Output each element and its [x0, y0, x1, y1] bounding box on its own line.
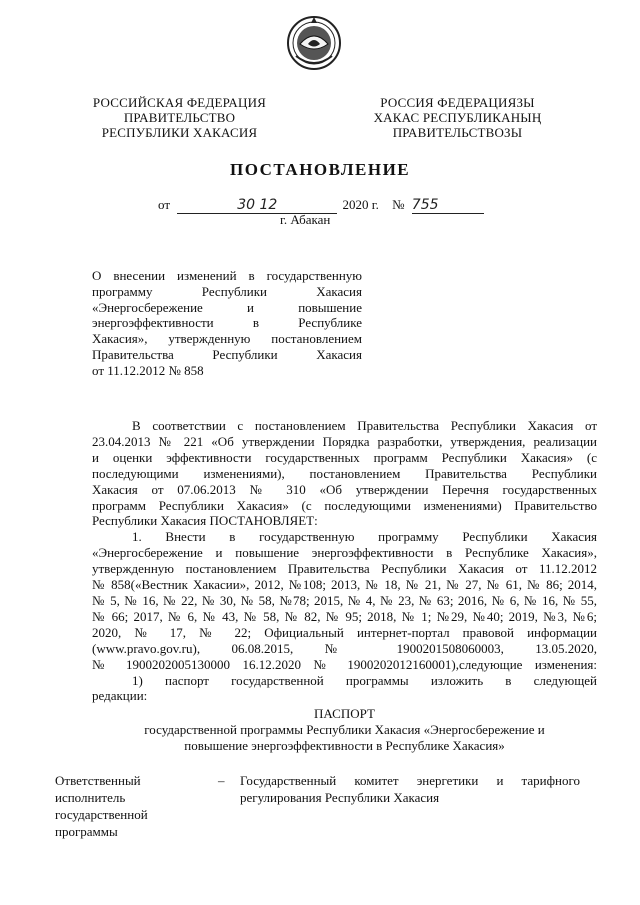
coat-of-arms-emblem — [286, 14, 342, 72]
passport-subheading-line: повышение энергоэффективности в Республике Хакасия» — [184, 738, 505, 753]
header-right-line: РОССИЯ ФЕДЕРАЦИЯЗЫ — [380, 95, 535, 110]
document-subject — [92, 268, 362, 379]
label-line: исполнитель — [55, 790, 126, 805]
header-right-line: ПРАВИТЕЛЬСТВОЗЫ — [392, 125, 523, 140]
header-left-line: РЕСПУБЛИКИ ХАКАСИЯ — [101, 125, 258, 140]
value-line: Государственный комитет энергетики и тарифного — [240, 773, 580, 788]
body-line: и оценки эффективности государственных программ Республики Хакасия» (с — [92, 449, 597, 465]
label-line: государственной — [55, 807, 148, 822]
header-left-line: ПРАВИТЕЛЬСТВО — [123, 110, 236, 125]
body-line: Республики Хакасия ПОСТАНОВЛЯЕТ: — [92, 513, 318, 529]
document-type-title: ПОСТАНОВЛЕНИЕ — [230, 160, 411, 179]
header-left-line: РОССИЙСКАЯ ФЕДЕРАЦИЯ — [92, 95, 267, 110]
subject-line: программу Республики Хакасия — [92, 283, 362, 299]
body-line: 2020, № 17, № 22; Официальный интернет-портал правовой информации — [92, 624, 597, 640]
subject-line: энергоэффективности в Республике — [92, 315, 362, 331]
number-field — [412, 197, 484, 214]
body-line: редакции: — [92, 688, 148, 704]
body-line: 23.04.2013 № 221 «Об утверждении Порядка разработки, утверждения, реализации — [92, 433, 597, 449]
subject-line: О внесении изменений в государственную — [92, 268, 362, 283]
table-row-label — [55, 772, 205, 840]
body-line: № 858(«Вестник Хакасии», 2012, №108; 2013, № 18, № 21, № 27, № 61, № 86; 2014, — [92, 577, 597, 593]
value-line: регулирования Республики Хакасия — [240, 790, 440, 805]
passport-heading: ПАСПОРТ — [314, 706, 375, 721]
body-line: Хакасия от 07.06.2013 № 310 «Об утверждении Перечня государственных — [92, 481, 597, 497]
body-line: «Энергосбережение и повышение энергоэффективности в Республике Хакасия», — [92, 545, 597, 561]
subject-line: Правительства Республики Хакасия — [92, 346, 362, 362]
body-line: № 5, № 16, № 22, № 30, № 58, №78; 2015, № 4, № 23, № 63; 2016, № 6, № 16, № 55, — [92, 592, 597, 608]
header-right-line: ХАКАС РЕСПУБЛИКАНЫҢ — [373, 110, 542, 125]
passport-subheading-line: государственной программы Республики Хакасия «Энергосбережение и — [144, 722, 545, 737]
number-sign: № — [392, 197, 405, 212]
subject-line: «Энергосбережение и повышение — [92, 299, 362, 315]
body-line: утвержденную постановлением Правительства Республики Хакасия от 11.12.2012 — [92, 561, 597, 577]
table-row-dash: – — [218, 773, 225, 788]
label-line: программы — [55, 824, 118, 839]
body-line: последующими изменениями), постановлением Правительства Республики — [92, 465, 597, 481]
subject-line: Хакасия», утвержденную постановлением — [92, 331, 362, 347]
city-label: г. Абакан — [280, 212, 331, 227]
body-line: 1. Внести в государственную программу Республики Хакасия — [132, 529, 597, 545]
date-prefix: от — [158, 197, 171, 212]
header-left — [72, 95, 287, 140]
body-line: (www.pravo.gov.ru), 06.08.2015, № 1900201508060003, 13.05.2020, — [92, 640, 597, 656]
subject-line: от 11.12.2012 № 858 — [92, 362, 204, 378]
body-line: 1) паспорт государственной программы изложить в следующей — [132, 672, 597, 688]
year-label: 2020 г. — [342, 197, 379, 212]
document-body — [92, 418, 597, 704]
table-row-value — [240, 772, 580, 806]
body-line: В соответствии с постановлением Правительства Республики Хакасия от — [132, 418, 597, 433]
label-line: Ответственный — [55, 773, 141, 788]
header-right — [350, 95, 565, 140]
handwritten-number: 755 — [411, 197, 439, 213]
passport-title — [92, 706, 597, 754]
handwritten-date: 30 12 — [237, 197, 278, 213]
body-line: программ Республики Хакасия» (с последующими изменениями) Правительство — [92, 497, 597, 513]
body-line: № 1900202005130000 16.12.2020 № 1900202012160001),следующие изменения: — [92, 656, 597, 672]
body-line: № 66; 2017, № 6, № 43, № 58, № 82, № 95; 2018, № 1; №29, №40; 2019, №3, №6; — [92, 608, 597, 624]
